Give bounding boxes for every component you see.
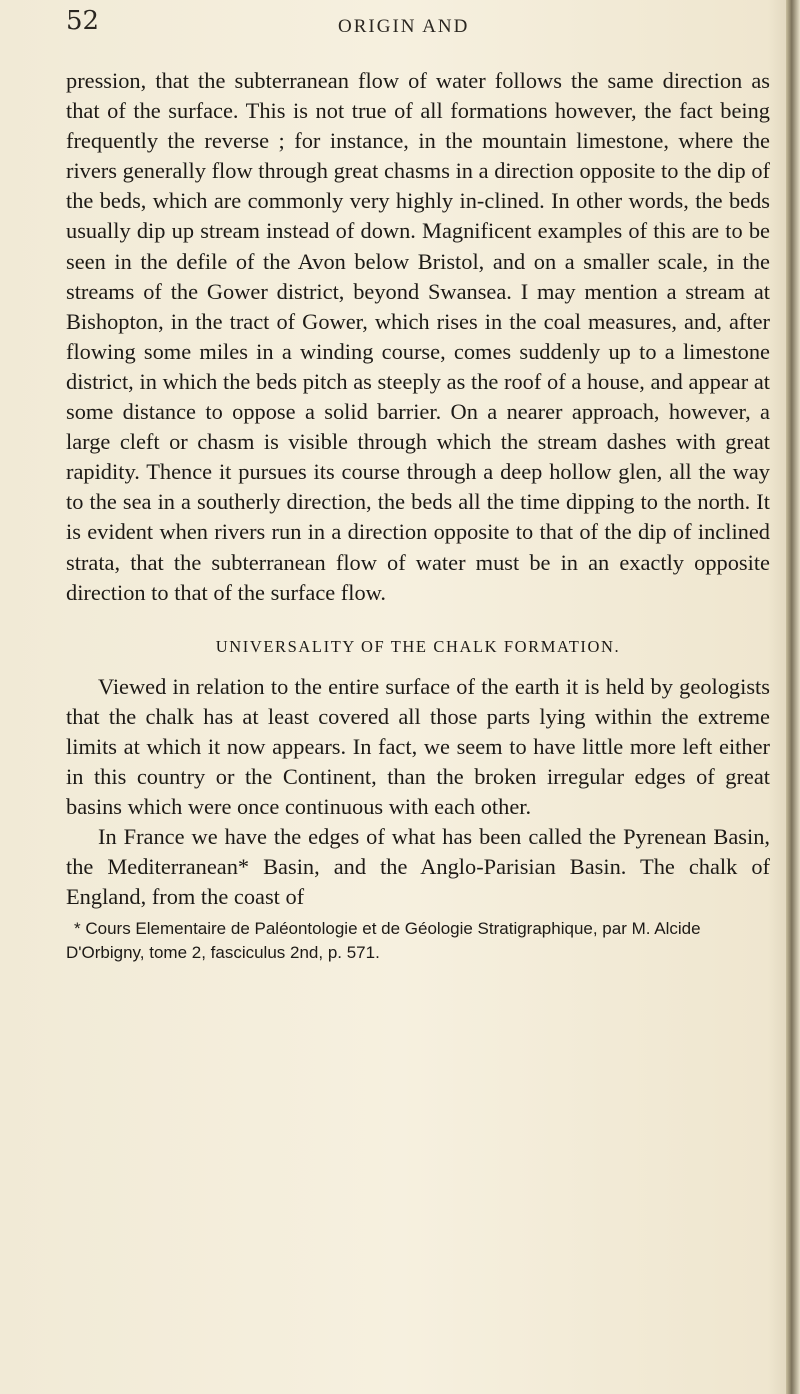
paragraph-continuation: pression, that the subterranean flow of water follows the same direction as that of the surface. This is not true of all formations however, the fact being frequently the reverse ; for instance, in the mountain limestone, where the rivers generally flow through great chasms in a direction opposite to the dip of the beds, which are commonly very highly in-clined. In other words, the beds usually dip up stream instead of down. Magnificent examples of this are to be seen in the defile of the Avon below Bristol, and on a smaller scale, in the streams of the Gower district, beyond Swansea. I may mention a stream at Bishopton, in the tract of Gower, which rises in the coal measures, and, after flowing some miles in a winding course, comes suddenly up to a limestone district, in which the beds pitch as steeply as the roof of a house, and appear at some distance to oppose a solid barrier. On a nearer approach, however, a large cleft or chasm is visible through which the stream dashes with great rapidity. Thence it pursues its course through a deep hollow glen, all the way to the sea in a southerly direction, the beds all the time dipping to the north. It is evident when rivers run in a direction opposite to that of the dip of inclined strata, that the subterranean flow of water must be in an exactly opposite direction to that of the surface flow. [66,68,770,605]
page-header [66,6,760,46]
body-text [66,66,770,965]
page-edge-shadow [786,0,800,1394]
paragraph: Viewed in relation to the entire surface of the earth it is held by geologists that the chalk has at least covered all those parts lying within the extreme limits at which it now appears. In fact, we seem to have little more left either in this country or the Continent, than the broken irregular edges of great basins which were once continuous with each other. [66,673,770,820]
footnote-text: Cours Elementaire de Paléontologie et de Géologie Stratigraphique, par M. Alcide D'Orbigny, tome 2, fasciculus 2nd, p. 571. [66,918,701,962]
footnote [66,917,770,965]
footnote-marker: * [74,918,81,938]
section-heading: UNIVERSALITY OF THE CHALK FORMATION. [215,636,621,656]
paragraph: In France we have the edges of what has been called the Pyrenean Basin, the Mediterranean* Basin, and the Anglo-Parisian Basin. The chalk of England, from the coast of [66,824,770,910]
page-number: 52 [66,6,100,36]
running-head: ORIGIN AND [338,16,470,37]
